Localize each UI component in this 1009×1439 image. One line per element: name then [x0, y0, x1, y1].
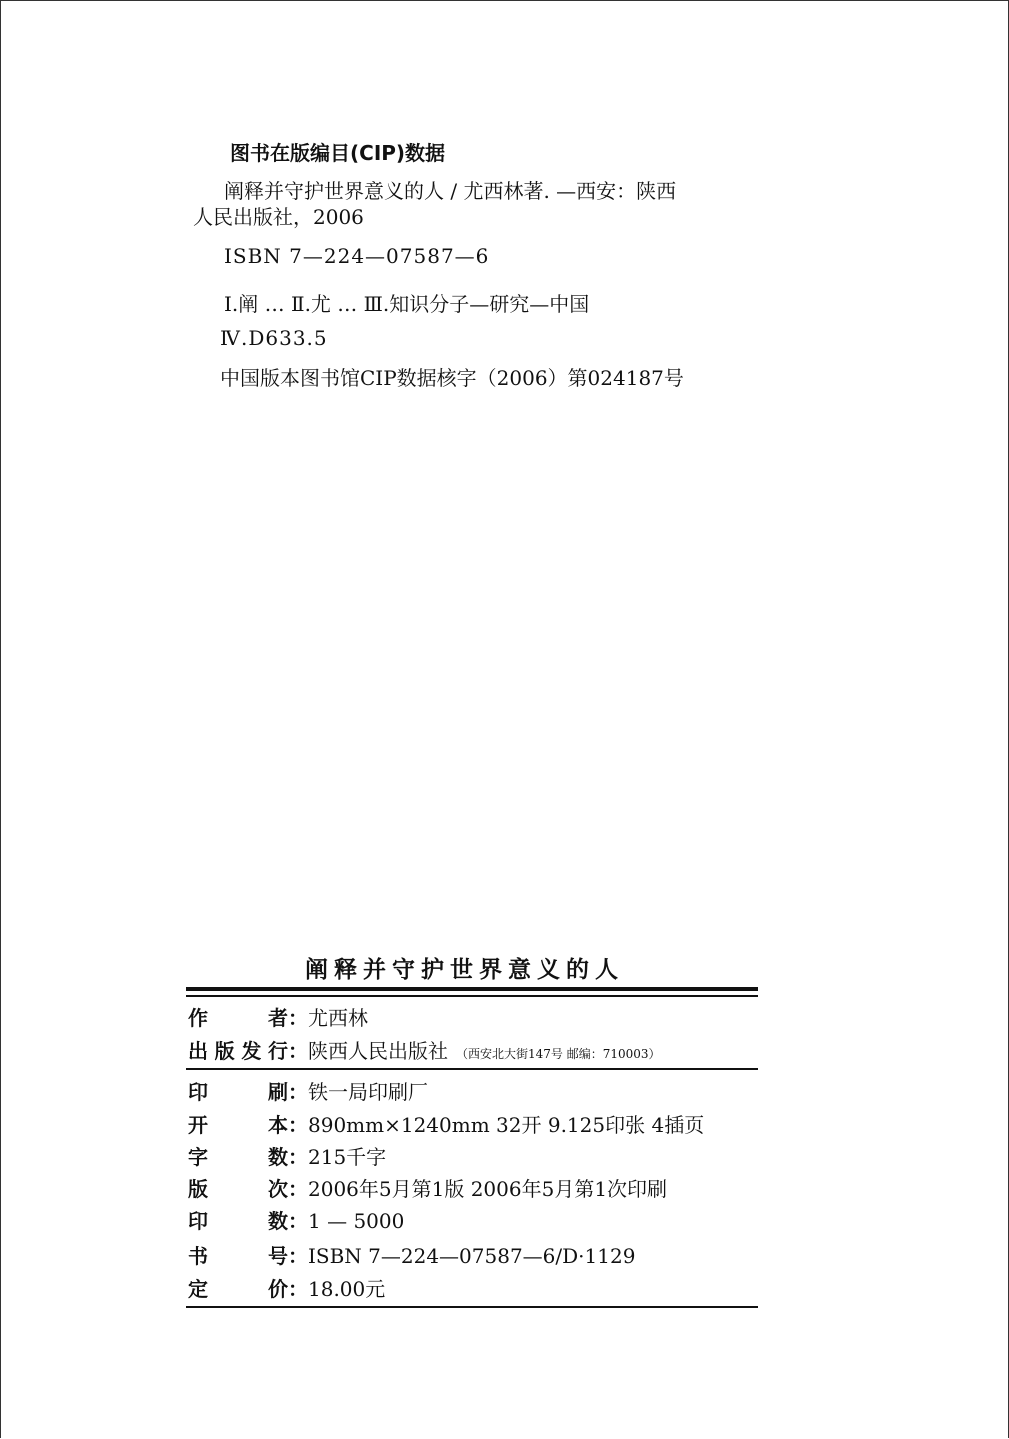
colophon-row-word-count	[188, 1145, 386, 1169]
row-label: 印数	[188, 1209, 288, 1233]
row-value: 18.00元	[308, 1277, 386, 1301]
cip-isbn: ISBN 7—224—07587—6	[224, 244, 490, 268]
colophon-row-format	[188, 1113, 704, 1137]
section-rule	[186, 1068, 758, 1070]
row-colon: ：	[288, 1209, 308, 1233]
row-colon: ：	[288, 1113, 308, 1137]
colophon-row-book-number	[188, 1244, 635, 1268]
colophon-title: 阐释并守护世界意义的人	[305, 957, 624, 983]
row-value: 890mm×1240mm 32开 9.125印张 4插页	[308, 1113, 705, 1137]
row-value: ISBN 7—224—07587—6/D·1129	[308, 1244, 636, 1268]
publisher-address: （西安北大街147号 邮编：710003）	[456, 1047, 661, 1061]
row-value: 陕西人民出版社	[308, 1039, 448, 1063]
colophon-row-publisher	[188, 1039, 661, 1066]
title-rule-thick	[186, 987, 758, 991]
row-colon: ：	[288, 1177, 308, 1201]
row-colon: ：	[288, 1006, 308, 1030]
row-label: 字数	[188, 1145, 288, 1169]
row-value: 215千字	[308, 1145, 387, 1169]
title-rule-thin	[186, 995, 758, 997]
row-label: 开本	[188, 1113, 288, 1137]
cip-publisher-line: 人民出版社，2006	[193, 205, 364, 229]
colophon-row-edition	[188, 1177, 667, 1201]
row-label: 定价	[188, 1277, 288, 1301]
row-value: 尤西林	[308, 1006, 368, 1030]
row-colon: ：	[288, 1039, 308, 1063]
cip-classification: Ⅰ.阐 … Ⅱ.尤 … Ⅲ.知识分子—研究—中国	[224, 292, 590, 316]
row-label: 作者	[188, 1006, 288, 1030]
colophon-row-printer	[188, 1080, 428, 1104]
row-colon: ：	[288, 1277, 308, 1301]
row-label: 出版发行	[188, 1039, 288, 1063]
row-colon: ：	[288, 1080, 308, 1104]
cip-heading: 图书在版编目(CIP)数据	[230, 141, 446, 165]
row-label: 印刷	[188, 1080, 288, 1104]
cip-class-number: Ⅳ.D633.5	[220, 326, 328, 350]
row-colon: ：	[288, 1244, 308, 1268]
colophon-row-price	[188, 1277, 385, 1301]
cip-title-line: 阐释并守护世界意义的人 / 尤西林著. —西安：陕西	[224, 179, 677, 203]
row-value: 铁一局印刷厂	[308, 1080, 428, 1104]
row-value: 2006年5月第1版 2006年5月第1次印刷	[308, 1177, 668, 1201]
row-colon: ：	[288, 1145, 308, 1169]
row-value: 1 — 5000	[308, 1209, 405, 1233]
colophon-row-print-run	[188, 1209, 404, 1233]
cip-record-number: 中国版本图书馆CIP数据核字（2006）第024187号	[220, 366, 684, 390]
bottom-rule	[186, 1306, 758, 1308]
colophon-row-author	[188, 1006, 368, 1030]
row-label: 书号	[188, 1244, 288, 1268]
row-label: 版次	[188, 1177, 288, 1201]
